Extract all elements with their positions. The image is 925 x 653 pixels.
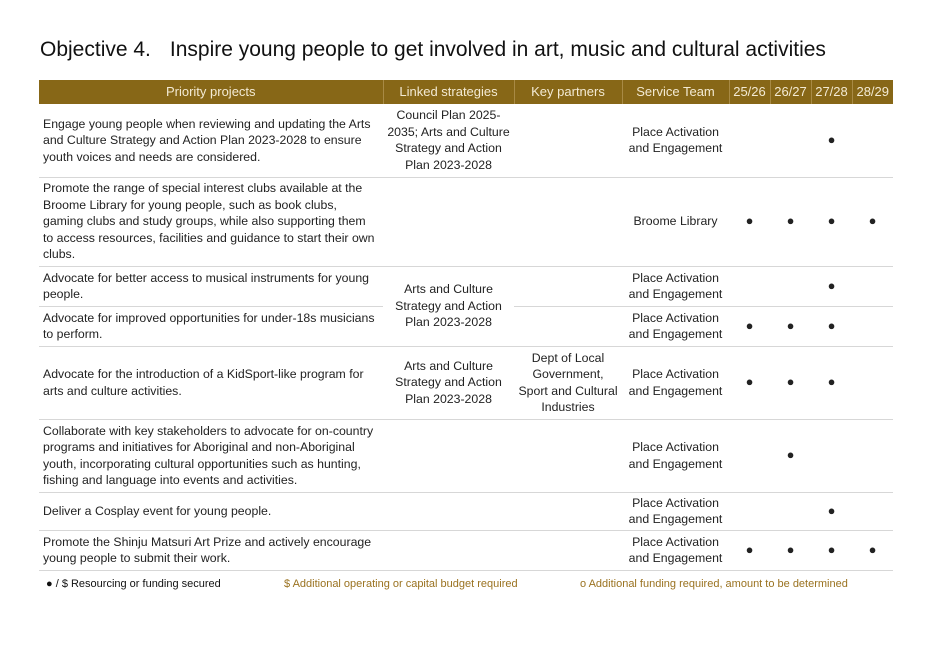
project-cell: Promote the Shinju Matsuri Art Prize and actively encourage young people to submit their work. xyxy=(39,530,383,570)
year-2728-marker: ● xyxy=(811,266,852,306)
partners-cell xyxy=(514,104,622,177)
header-year-2829: 28/29 xyxy=(852,80,893,104)
strategy-cell xyxy=(383,177,514,266)
year-2829-marker: ● xyxy=(852,177,893,266)
year-2627-marker: ● xyxy=(770,530,811,570)
header-year-2526: 25/26 xyxy=(729,80,770,104)
year-2728-marker: ● xyxy=(811,346,852,419)
legend-funding-tbd: o Additional funding required, amount to be determined xyxy=(580,578,848,590)
year-2526-marker xyxy=(729,104,770,177)
header-service-team: Service Team xyxy=(622,80,729,104)
team-cell: Place Activation and Engagement xyxy=(622,530,729,570)
year-2728-marker: ● xyxy=(811,492,852,530)
partners-cell xyxy=(514,306,622,346)
strategy-cell xyxy=(383,530,514,570)
table-row xyxy=(39,346,893,419)
strategy-cell: Arts and Culture Strategy and Action Plan 2023-2028 xyxy=(383,266,514,346)
objective-number: Objective 4. xyxy=(40,38,151,61)
year-2829-marker xyxy=(852,419,893,492)
team-cell: Place Activation and Engagement xyxy=(622,492,729,530)
partners-cell xyxy=(514,492,622,530)
year-2627-marker xyxy=(770,266,811,306)
project-cell: Advocate for the introduction of a KidSport-like program for arts and culture activities. xyxy=(39,346,383,419)
year-2526-marker xyxy=(729,266,770,306)
partners-cell xyxy=(514,530,622,570)
year-2526-marker: ● xyxy=(729,346,770,419)
year-2728-marker: ● xyxy=(811,530,852,570)
project-cell: Engage young people when reviewing and updating the Arts and Culture Strategy and Action Plan 2023-2028 to ensure youth voices and needs are considered. xyxy=(39,104,383,177)
project-cell: Advocate for improved opportunities for under-18s musicians to perform. xyxy=(39,306,383,346)
header-year-2728: 27/28 xyxy=(811,80,852,104)
partners-cell xyxy=(514,266,622,306)
table-header-row xyxy=(39,80,893,104)
header-key-partners: Key partners xyxy=(514,80,622,104)
team-cell: Place Activation and Engagement xyxy=(622,104,729,177)
project-cell: Deliver a Cosplay event for young people. xyxy=(39,492,383,530)
year-2627-marker: ● xyxy=(770,419,811,492)
year-2627-marker xyxy=(770,104,811,177)
year-2526-marker xyxy=(729,492,770,530)
table-row xyxy=(39,104,893,177)
year-2829-marker xyxy=(852,266,893,306)
partners-cell: Dept of Local Government, Sport and Cultural Industries xyxy=(514,346,622,419)
year-2627-marker xyxy=(770,492,811,530)
year-2829-marker xyxy=(852,346,893,419)
year-2526-marker xyxy=(729,419,770,492)
legend-budget-required: $ Additional operating or capital budget required xyxy=(284,578,518,590)
header-year-2627: 26/27 xyxy=(770,80,811,104)
project-cell: Collaborate with key stakeholders to advocate for on-country programs and initiatives for Aboriginal and non-Aboriginal youth, incorporating cultural opportunities such as hunting, fishing and language into events and activities. xyxy=(39,419,383,492)
year-2627-marker: ● xyxy=(770,346,811,419)
header-linked-strategies: Linked strategies xyxy=(383,80,514,104)
strategy-cell: Arts and Culture Strategy and Action Plan 2023-2028 xyxy=(383,346,514,419)
year-2829-marker: ● xyxy=(852,530,893,570)
year-2526-marker: ● xyxy=(729,177,770,266)
team-cell: Place Activation and Engagement xyxy=(622,419,729,492)
objective-text: Inspire young people to get involved in art, music and cultural activities xyxy=(169,38,826,61)
strategy-cell xyxy=(383,419,514,492)
table-row xyxy=(39,266,893,306)
year-2829-marker xyxy=(852,306,893,346)
team-cell: Place Activation and Engagement xyxy=(622,266,729,306)
project-cell: Advocate for better access to musical instruments for young people. xyxy=(39,266,383,306)
table-row xyxy=(39,419,893,492)
year-2526-marker: ● xyxy=(729,306,770,346)
table-row xyxy=(39,492,893,530)
year-2829-marker xyxy=(852,104,893,177)
table-row xyxy=(39,177,893,266)
header-priority-projects: Priority projects xyxy=(39,80,383,104)
project-cell: Promote the range of special interest clubs available at the Broome Library for young people, such as book clubs, gaming clubs and study groups, while also supporting them to access resources, facilities and guidance to start their own clubs. xyxy=(39,177,383,266)
table-row xyxy=(39,530,893,570)
page-title xyxy=(40,38,826,62)
year-2829-marker xyxy=(852,492,893,530)
year-2627-marker: ● xyxy=(770,177,811,266)
team-cell: Broome Library xyxy=(622,177,729,266)
legend-funding-secured: ● / $ Resourcing or funding secured xyxy=(46,578,221,590)
strategy-cell xyxy=(383,492,514,530)
team-cell: Place Activation and Engagement xyxy=(622,306,729,346)
year-2526-marker: ● xyxy=(729,530,770,570)
year-2728-marker: ● xyxy=(811,306,852,346)
year-2627-marker: ● xyxy=(770,306,811,346)
strategy-cell: Council Plan 2025-2035; Arts and Culture Strategy and Action Plan 2023-2028 xyxy=(383,104,514,177)
team-cell: Place Activation and Engagement xyxy=(622,346,729,419)
year-2728-marker xyxy=(811,419,852,492)
year-2728-marker: ● xyxy=(811,104,852,177)
year-2728-marker: ● xyxy=(811,177,852,266)
priority-projects-table xyxy=(39,80,893,571)
partners-cell xyxy=(514,177,622,266)
partners-cell xyxy=(514,419,622,492)
